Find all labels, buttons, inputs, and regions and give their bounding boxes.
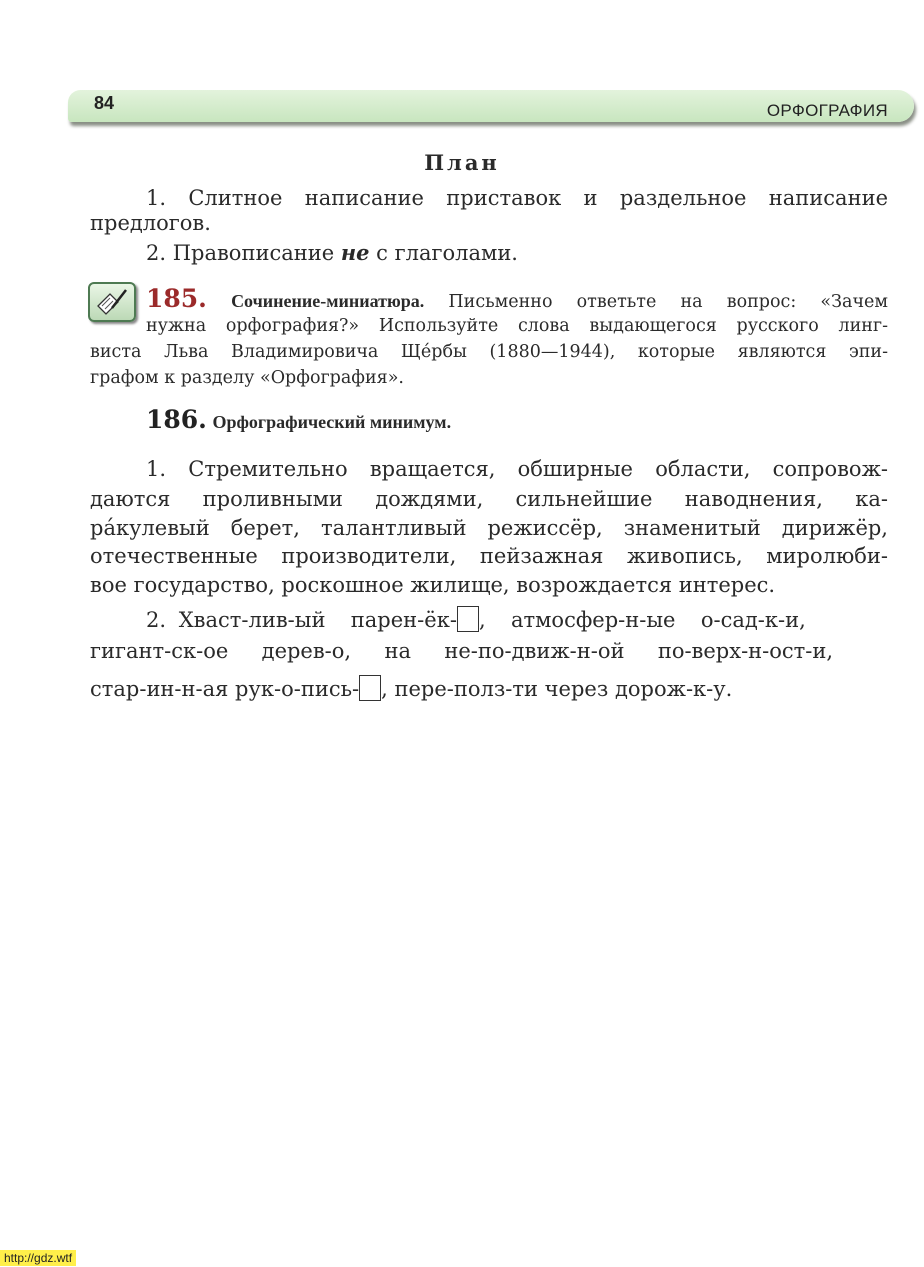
exercise-186-p1-line: вое государство, роскошное жилище, возрождается интерес.: [90, 573, 776, 597]
plan-item-1-line-2: предлогов.: [90, 211, 211, 235]
exercise-185-line-3: виста Льва Владимировича Щéрбы (1880—1944), которые являются эпи-: [90, 342, 888, 362]
plan-item-1-line-1: 1. Слитное написание приставок и раздельное написание: [146, 186, 888, 210]
exercise-186-heading: [146, 405, 451, 434]
section-title: ОРФОГРАФИЯ: [766, 101, 888, 120]
exercise-186-p2-line-3: стар-ин-н-ая рук-о-пись- , пере-полз-ти через дорож-к-у.: [90, 677, 733, 701]
watermark-link[interactable]: http://gdz.wtf: [0, 1250, 76, 1266]
plan-item-2: 2. Правописание не с глаголами.: [146, 240, 518, 265]
answer-box[interactable]: [457, 606, 479, 632]
exercise-185-line-1: 185. Сочинение-миниатюра. Письменно ответьте на вопрос: «Зачем: [146, 284, 888, 313]
exercise-185-line-2: нужна орфография?» Используйте слова выдающегося русского линг-: [146, 316, 888, 336]
running-header: [68, 90, 914, 122]
exercise-186-p1-line: отечественные производители, пейзажная живопись, миролюби-: [90, 544, 888, 568]
exercise-186-p1-line: даются проливными дождями, сильнейшие наводнения, ка-: [90, 487, 888, 511]
page-number: 84: [94, 93, 115, 113]
exercise-185-title: Сочинение-миниатюра.: [231, 291, 425, 311]
exercise-186-p1-line: 1. Стремительно вращается, обширные области, сопровож-: [146, 457, 888, 481]
exercise-186-p2-line-1: 2. Хваст-лив-ый парен-ёк- , атмосфер-н-ые о-сад-к-и,: [146, 608, 806, 632]
answer-box[interactable]: [359, 675, 381, 701]
exercise-186-p2-line-2: гигант-ск-ое дерев-о, на не-по-движ-н-ой по-верх-н-ост-и,: [90, 639, 834, 663]
exercise-186-number: 186.: [146, 405, 207, 434]
exercise-185-number: 185.: [146, 284, 207, 313]
plan-heading: План: [424, 150, 500, 175]
pencil-writing-icon: [88, 282, 136, 322]
exercise-185-line-4: графом к разделу «Орфография».: [90, 368, 404, 388]
exercise-186-p1-line: ра́кулевый берет, талантливый режиссёр, знаменитый дирижёр,: [90, 516, 888, 540]
exercise-186-title: Орфографический минимум.: [212, 412, 452, 432]
